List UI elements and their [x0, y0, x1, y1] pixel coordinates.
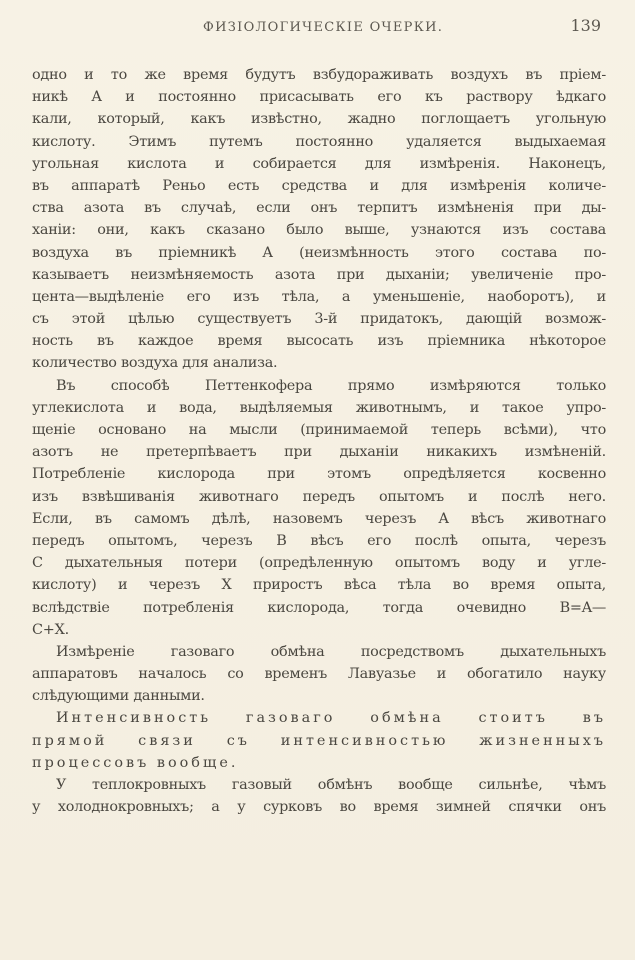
running-title: ФИЗІОЛОГИЧЕСКІЕ ОЧЕРКИ.: [203, 20, 444, 35]
page-number: 139: [570, 16, 601, 35]
spaced-emphasis-line: Интенсивность газоваго обмѣна стоитъ въ: [56, 710, 606, 727]
spaced-emphasis-line: прямой связи съ интенсивностью жизненныхъ: [32, 732, 606, 749]
paragraph-first-line: Въ способѣ Петтенкофера прямо измѣряются только: [56, 377, 606, 394]
text-line: у холоднокровныхъ; а у сурковъ во время зимней спячки онъ: [32, 799, 606, 816]
text-line: никѣ A и постоянно присасывать его къ раствору ѣдкаго: [32, 89, 606, 106]
text-line: одно и то же время будутъ взбудораживать воздухъ въ пріем-: [32, 67, 606, 83]
text-line: ность въ каждое время высосать изъ пріемника нѣкоторое: [32, 333, 606, 350]
text-line: щеніе основано на мысли (принимаемой теперь всѣми), что: [32, 422, 606, 438]
text-line: кали, который, какъ извѣстно, жадно поглощаетъ угольную: [32, 111, 606, 128]
text-line: Потребленіе кислорода при этомъ опредѣляется косвенно: [32, 466, 606, 483]
text-line: изъ взвѣшиванія животнаго передъ опытомъ и послѣ него.: [32, 488, 606, 505]
text-line: азотъ не претерпѣваетъ при дыханіи никакихъ измѣненій.: [32, 444, 606, 461]
text-line: воздуха въ пріемникѣ A (неизмѣнность этого состава по-: [32, 244, 606, 261]
text-line: кислоту) и черезъ X приростъ вѣса тѣла во время опыта,: [32, 577, 606, 594]
text-line: углекислота и вода, выдѣляемыя животнымъ, и такое упро-: [32, 399, 606, 416]
running-head: [0, 14, 635, 38]
text-line: количество воздуха для анализа.: [32, 355, 278, 372]
text-line: Если, въ самомъ дѣлѣ, назовемъ черезъ A вѣсъ животнаго: [32, 510, 606, 527]
text-line: C дыхательныя потери (опредѣленную опытомъ воду и угле-: [32, 555, 606, 572]
text-line: аппаратовъ началось со временъ Лавуазье и обогатило науку: [32, 666, 606, 683]
text-line: въ аппаратѣ Реньо есть средства и для измѣренія количе-: [32, 177, 606, 194]
text-line: кислоту. Этимъ путемъ постоянно удаляется выдыхаемая: [32, 133, 606, 150]
text-line: слѣдующими данными.: [32, 688, 205, 705]
paragraph-first-line: Измѣреніе газоваго обмѣна посредствомъ дыхательныхъ: [56, 643, 606, 660]
text-line: вслѣдствіе потребленія кислорода, тогда очевидно B=A—: [32, 599, 606, 616]
body-text: [32, 64, 606, 818]
text-line: съ этой цѣлью существуетъ 3-й придатокъ, дающій возмож-: [32, 311, 606, 328]
text-line: C+X.: [32, 621, 69, 638]
text-line: ства азота въ случаѣ, если онъ терпитъ измѣненія при ды-: [32, 200, 606, 217]
text-line: казываетъ неизмѣняемость азота при дыханіи; увеличеніе про-: [32, 266, 606, 283]
text-line: передъ опытомъ, черезъ B вѣсъ его послѣ опыта, черезъ: [32, 532, 606, 549]
paragraph-first-line: У теплокровныхъ газовый обмѣнъ вообще сильнѣе, чѣмъ: [56, 777, 606, 793]
text-line: угольная кислота и собирается для измѣренія. Наконецъ,: [32, 155, 606, 172]
text-line: ханіи: они, какъ сказано было выше, узнаются изъ состава: [32, 222, 606, 239]
spaced-emphasis-line: процессовъ вообще.: [32, 754, 239, 771]
text-line: цента—выдѣленіе его изъ тѣла, а уменьшеніе, наоборотъ), и: [32, 288, 606, 305]
